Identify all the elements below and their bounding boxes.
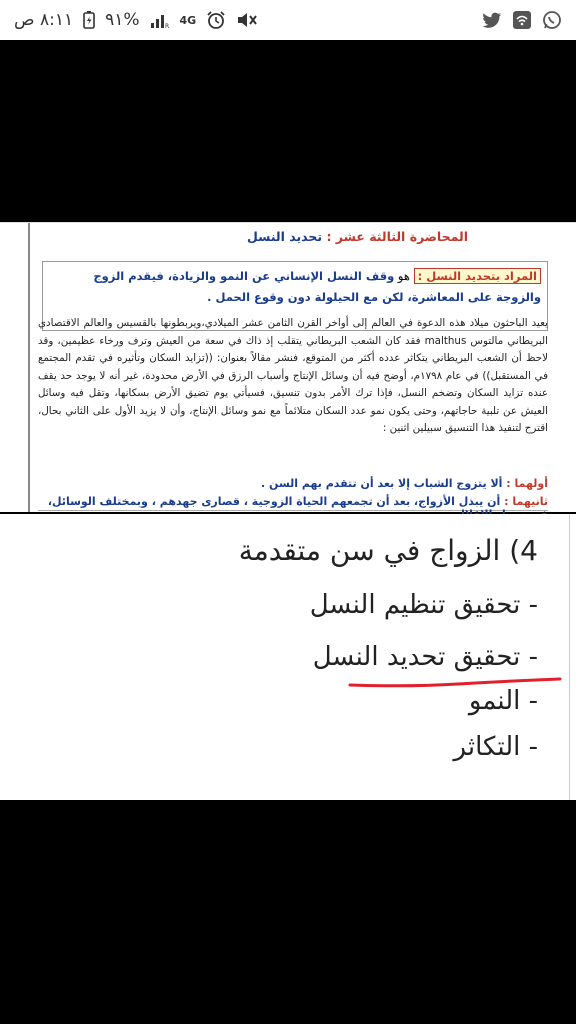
status-bar bbox=[0, 0, 576, 40]
lecture-title bbox=[247, 229, 468, 244]
whatsapp-icon bbox=[542, 10, 562, 30]
option-3: - النمو bbox=[468, 686, 538, 716]
clock: ٨:١١ ص bbox=[14, 10, 74, 30]
first-method-label: أولهما : bbox=[506, 477, 548, 490]
network-type: 4G bbox=[179, 13, 197, 27]
definition-term: المراد بتحديد النسل : bbox=[414, 268, 541, 284]
second-method-label: ثانيهما : bbox=[504, 495, 548, 508]
second-method-line bbox=[38, 495, 548, 511]
first-method-text: ألا يتزوج الشباب إلا بعد أن تتقدم بهم السن . bbox=[261, 477, 503, 490]
option-4: - التكاثر bbox=[453, 732, 538, 762]
document-image bbox=[0, 222, 576, 512]
lecture-title-label: المحاضرة الثالثة عشر : bbox=[326, 229, 468, 244]
battery-icon bbox=[83, 11, 95, 29]
lecture-subtitle: تحديد النسل bbox=[246, 229, 323, 244]
mute-icon bbox=[236, 11, 258, 29]
option-2: - تحقيق تحديد النسل bbox=[312, 642, 538, 672]
battery-percent: %٩١ bbox=[105, 10, 140, 30]
first-method-line bbox=[38, 477, 548, 493]
status-right bbox=[482, 10, 562, 30]
twitter-icon bbox=[482, 12, 502, 29]
document-page bbox=[28, 223, 568, 512]
alarm-icon bbox=[206, 10, 226, 30]
signal-icon bbox=[150, 12, 170, 28]
definition-text: وقف النسل الإنساني عن النمو والزيادة، فيقدم الزوج والزوجة على المعاشرة، لكن مع الحيلولة دون وقوع الحمل . bbox=[93, 269, 541, 304]
answer-image bbox=[0, 514, 576, 800]
svg-text:R: R bbox=[164, 23, 169, 28]
definition-prefix: هو bbox=[397, 269, 410, 283]
wifi-icon bbox=[512, 10, 532, 30]
answer-border bbox=[569, 514, 570, 800]
body-paragraph: يعيد الباحثون ميلاد هذه الدعوة في العالم إلى أواخر القرن الثامن عشر الميلادي،ويربطونها بالقسيس والعالم الاقتصادي البريطاني مالتوس malthus فقد كان الشعب البريطاني يتقلب إذ ذاك في سعة من العيش وترف ورخاء عظيمين، وقد لاحظ أن الشعب البريطاني يتكاثر عدده أكثر من المتوقع، فنشر مقالاً بعنوان: ((تزايد السكان وتأثيره في تقدم المجتمع في المستقبل)) في عام ١٧٩٨م، أوضح فيه أن وسائل الإنتاج وأسباب الرزق في الأرض محدودة، غير أنه لا يوجد حد يقف عنده تزايد السكان وتضخم النسل، فإذا ترك الأمر بدون تنسيق، فسيأتي يوم تضيق الأرض بسكانها، وتقل فيه وسائل العيش عن تلبية حاجاتهم، وحتى يكون نمو عدد السكان متلائماً مع نمو وسائل الإنتاج، وأن لا يزيد الأول على الثاني بحال، اقترح لتنفيذ هذا التنسيق سبيلين اثنين : bbox=[38, 317, 548, 434]
second-method-text: أن يبذل الأزواج، بعد أن تجمعهم الحياة الزوجية ، قصارى جهدهم ، وبمختلف الوسائل، bbox=[47, 495, 501, 508]
status-left bbox=[14, 10, 258, 30]
question-title: 4) الزواج في سن متقدمة bbox=[238, 534, 538, 567]
option-1: - تحقيق تنظيم النسل bbox=[309, 590, 538, 620]
